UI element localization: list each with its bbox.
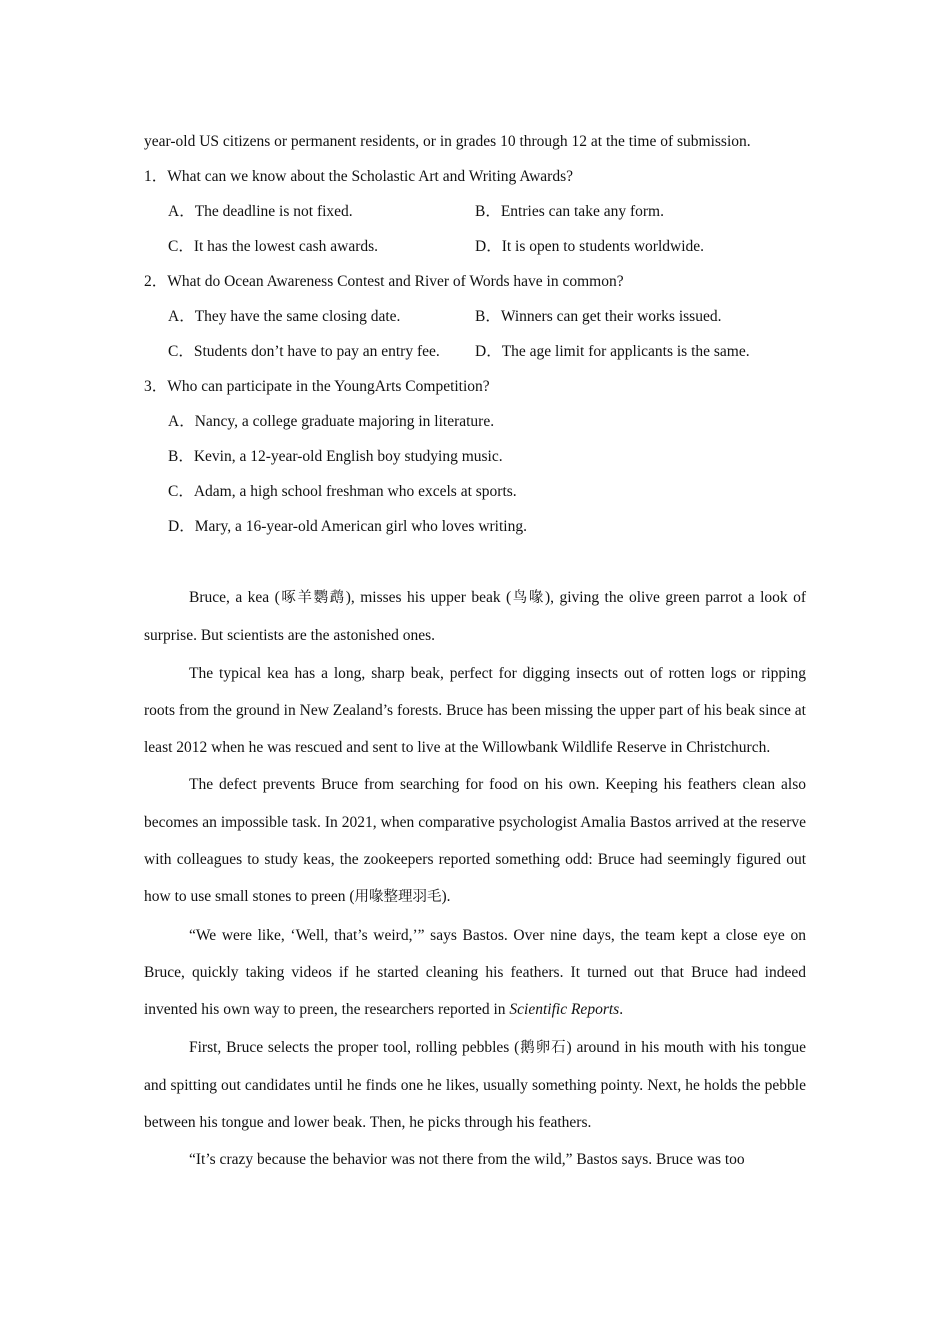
question-2 [144, 264, 806, 369]
question-stem: 3．Who can participate in the YoungArts Competition? [144, 378, 490, 395]
text-segment: The defect prevents Bruce from searching for food on his own. Keeping his feathers clean also becomes an impossible task. In 2021, when comparative psychologist Amalia Bastos arrived at the reserve with colleagues to study keas, the zookeepers reported something odd: Bruce had seemingly figured out how to use small stones to preen ( [144, 776, 806, 906]
journal-title: Scientific Reports [509, 1001, 620, 1019]
passage-paragraph-4 [144, 917, 806, 1029]
option-d: D．It is open to students worldwide. [475, 238, 705, 255]
passage-paragraph-2: The typical kea has a long, sharp beak, perfect for digging insects out of rotten logs or ripping roots from the ground in New Zealand’s forests. Bruce has been missing the upper part of his beak since at least 2012 when he was rescued and sent to live at the Willowbank Wildlife Reserve in Christchurch. [144, 664, 806, 757]
option-d: D．The age limit for applicants is the same. [475, 343, 750, 360]
option-b: B．Kevin, a 12-year-old English boy studying music. [168, 448, 503, 465]
option-row [144, 194, 806, 229]
intro-line: year-old US citizens or permanent residents, or in grades 10 through 12 at the time of submission. [144, 133, 751, 150]
text-segment: ). [441, 888, 451, 906]
text-segment: . [619, 1001, 624, 1019]
option-c: C．Adam, a high school freshman who excels at sports. [168, 483, 517, 500]
question-stem: 2．What do Ocean Awareness Contest and River of Words have in common? [144, 273, 624, 290]
passage-paragraph-1 [144, 579, 806, 655]
gloss-text: 啄羊鹦鹉 [279, 590, 346, 606]
option-b: B．Winners can get their works issued. [475, 308, 722, 325]
option-b: B．Entries can take any form. [475, 203, 664, 220]
gloss-text: 鹅卵石 [519, 1039, 567, 1056]
text-segment: “We were like, ‘Well, that’s weird,’” says Bastos. Over nine days, the team kept a close eye on Bruce, quickly taking videos if he started cleaning his feathers. It turned out that Bruce had indeed invented his own way to preen, the researchers reported in [144, 926, 806, 1019]
option-a: A．They have the same closing date. [168, 308, 401, 325]
option-a: A．Nancy, a college graduate majoring in literature. [168, 413, 495, 430]
text-segment: ) around in his mouth with his tongue and spitting out candidates until he finds one he likes, usually something pointy. Next, he holds the pebble between his tongue and lower beak. Then, he picks through his feathers. [144, 1038, 806, 1132]
option-c: C．Students don’t have to pay an entry fee. [168, 343, 440, 360]
text-segment: Bruce, a kea ( [189, 589, 280, 606]
page-content [144, 124, 806, 1179]
option-row [144, 229, 806, 264]
gloss-text: 用喙整理羽毛 [354, 889, 442, 906]
passage-paragraph-5 [144, 1029, 806, 1142]
passage-paragraph-3 [144, 766, 806, 916]
option-a: A．The deadline is not fixed. [168, 203, 353, 220]
option-row [144, 334, 806, 369]
passage-paragraph-6: “It’s crazy because the behavior was not there from the wild,” Bastos says. Bruce was too [189, 1151, 745, 1169]
option-c: C．It has the lowest cash awards. [168, 238, 379, 255]
reading-passage [144, 579, 806, 1179]
question-3 [144, 369, 806, 544]
question-1 [144, 159, 806, 264]
text-segment: ), giving the olive green parrot a look of surprise. But scientists are the astonished ones. [144, 589, 807, 645]
text-segment: First, Bruce selects the proper tool, rolling pebbles ( [189, 1038, 520, 1056]
question-stem: 1．What can we know about the Scholastic Art and Writing Awards? [144, 168, 573, 185]
option-row [144, 299, 806, 334]
gloss-text: 鸟喙 [511, 590, 545, 606]
option-d: D．Mary, a 16-year-old American girl who loves writing. [168, 518, 527, 535]
text-segment: ), misses his upper beak ( [345, 589, 512, 606]
